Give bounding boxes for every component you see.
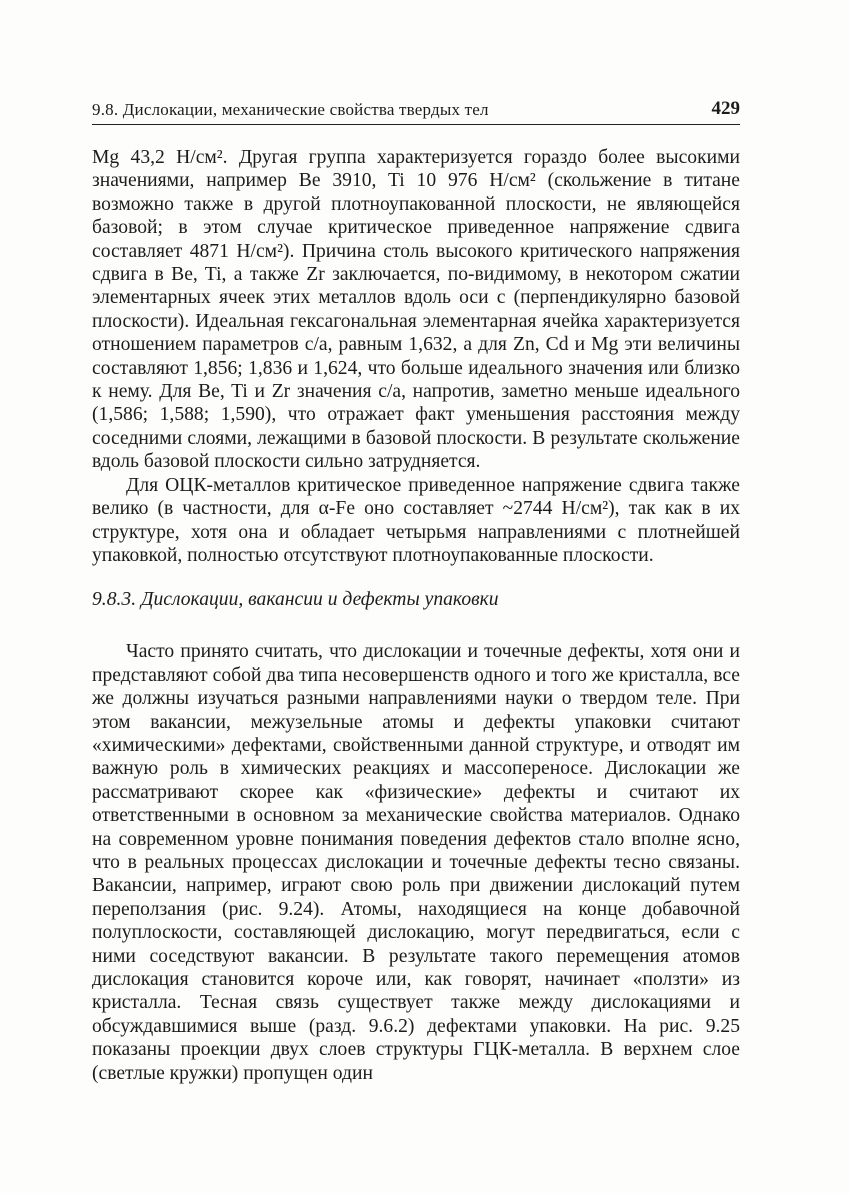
paragraph-bcc-metals: Для ОЦК-металлов критическое приведенное напряжение сдвига также велико (в частности, для α-Fe оно составляет ~2744 Н/см²), так как в их структуре, хотя она и обладает четырьмя направлениями с плотнейшей упаковкой, полностью отсутствуют плотноупакованные плоскости. [92, 474, 740, 566]
running-title: 9.8. Дислокации, механические свойства твердых тел [92, 100, 489, 119]
paragraph-dislocations-vacancies: Часто принято считать, что дислокации и точечные дефекты, хотя они и представляют собой два типа несовершенств одного и того же кристалла, все же должны изучаться разными направлениями науки о твердом теле. При этом вакансии, межузельные атомы и дефекты упаковки считают «химическими» дефектами, свойственными данной структуре, и отводят им важную роль в химических реакциях и массопереносе. Дислокации же рассматривают скорее как «физические» дефекты и считают их ответственными в основном за механические свойства материалов. Однако на современном уровне понимания поведения дефектов стало вполне ясно, что в реальных процессах дислокации и точечные дефекты тесно связаны. Вакансии, например, играют свою роль при движении дислокаций путем переползания (рис. 9.24). Атомы, находящиеся на конце добавочной полуплоскости, составляющей дислокацию, могут передвигаться, если с ними соседствуют вакансии. В результате такого перемещения атомов дислокация становится короче или, как говорят, начинает «ползти» из кристалла. Тесная связь существует также между дислокациями и обсуждавшимися выше (разд. 9.6.2) дефектами упаковки. На рис. 9.25 показаны проекции двух слоев структуры ГЦК-металла. В верхнем слое (светлые кружки) пропущен один [92, 641, 740, 1084]
paragraph-continued: Mg 43,2 Н/см². Другая группа характеризуется гораздо более высокими значениями, например Be 3910, Ti 10 976 Н/см² (скольжение в титане возможно также в другой плотноупакованной плоскости, не являющейся базовой; в этом случае критическое приведенное напряжение сдвига составляет 4871 Н/см²). Причина столь высокого критического напряжения сдвига в Be, Ti, а также Zr заключается, по-видимому, в некотором сжатии элементарных ячеек этих металлов вдоль оси c (перпендикулярно базовой плоскости). Идеальная гексагональная элементарная ячейка характеризуется отношением параметров c/a, равным 1,632, а для Zn, Cd и Mg эти величины составляют 1,856; 1,836 и 1,624, что больше идеального значения или близко к нему. Для Be, Ti и Zr значения c/a, напротив, заметно меньше идеального (1,586; 1,588; 1,590), что отражает факт уменьшения расстояния между соседними слоями, лежащими в базовой плоскости. В результате скольжение вдоль базовой плоскости сильно затрудняется. [92, 147, 740, 473]
page-number: 429 [711, 98, 740, 119]
section-heading: 9.8.3. Дислокации, вакансии и дефекты упаковки [92, 589, 499, 611]
main-text [92, 146, 740, 1085]
running-header [92, 98, 740, 125]
